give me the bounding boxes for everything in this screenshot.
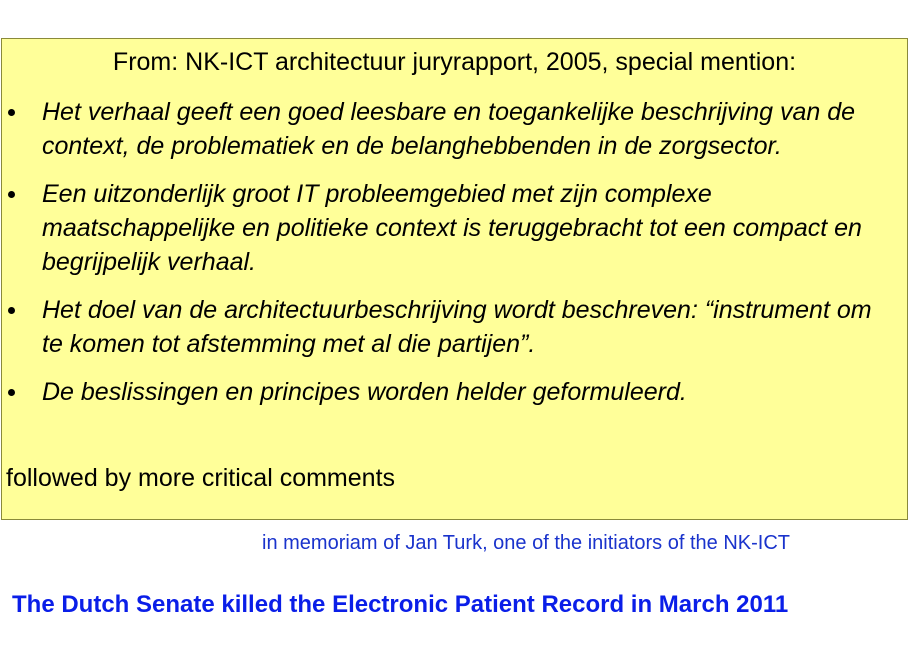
bullet-list <box>2 95 907 423</box>
list-item <box>2 177 907 279</box>
senate-headline: The Dutch Senate killed the Electronic Patient Record in March 2011 <box>12 591 789 618</box>
quote-box <box>1 38 908 520</box>
memoriam-caption: in memoriam of Jan Turk, one of the initiators of the NK-ICT <box>262 532 790 554</box>
bullet-text: De beslissingen en principes worden helder geformuleerd. <box>42 378 687 406</box>
bullet-icon <box>8 109 15 116</box>
bullet-icon <box>8 191 15 198</box>
footer-note: followed by more critical comments <box>6 464 396 492</box>
list-item <box>2 95 907 163</box>
bullet-icon <box>8 307 15 314</box>
list-item <box>2 293 907 361</box>
list-item <box>2 375 907 409</box>
quote-heading: From: NK-ICT architectuur juryrapport, 2005, special mention: <box>112 48 797 76</box>
bullet-text: Het doel van de architectuurbeschrijving wordt beschreven: “instrument om te komen tot afstemming met al die partijen”. <box>42 296 872 358</box>
bullet-text: Het verhaal geeft een goed leesbare en toegankelijke beschrijving van de context, de problematiek en de belanghebbenden in de zorgsector. <box>42 98 856 160</box>
bullet-icon <box>8 389 15 396</box>
bullet-text: Een uitzonderlijk groot IT probleemgebied met zijn complexe maatschappelijke en politieke context is teruggebracht tot een compact en begrijpelijk verhaal. <box>42 180 862 276</box>
